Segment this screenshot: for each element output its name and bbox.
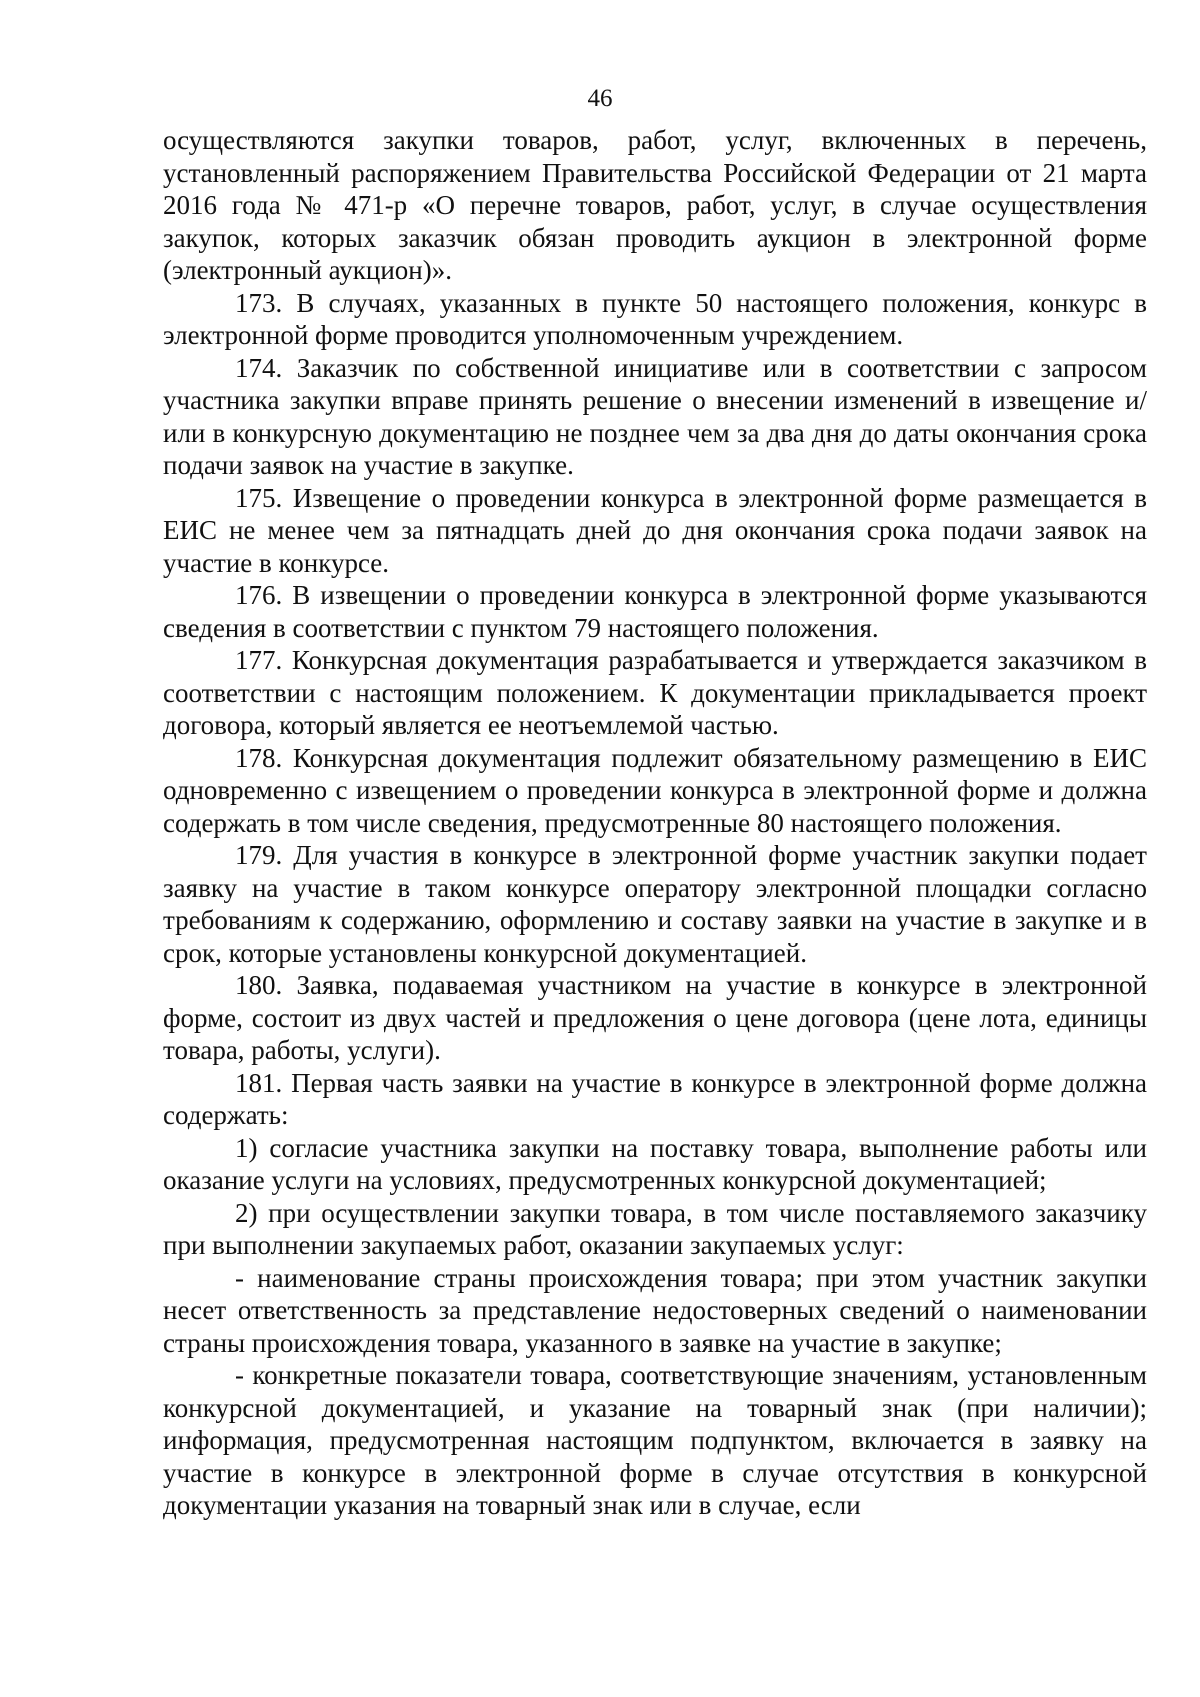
paragraph-180: 180. Заявка, подаваемая участником на участие в конкурсе в электронной форме, состоит из двух частей и предложения о цене договора (цене лота, единицы товара, работы, услуги). [163, 970, 1147, 1065]
paragraph-179: 179. Для участия в конкурсе в электронной форме участник закупки подает заявку на участие в таком конкурсе оператору электронной площадки согласно требованиям к содержанию, оформлению и составу заявки на участие в закупке и в срок, которые установлены конкурсной документацией. [163, 840, 1147, 968]
dash-item-product-characteristics: - конкретные показатели товара, соответствующие значениям, установленным конкурсной документацией, и указание на товарный знак (при наличии); информация, предусмотренная настоящим подпунктом, включается в заявку на участие в конкурсе в электронной форме в случае отсутствия в конкурсной документации указания на товарный знак или в случае, если [163, 1360, 1147, 1520]
paragraph-177: 177. Конкурсная документация разрабатывается и утверждается заказчиком в соответствии с настоящим положением. К документации прикладывается проект договора, который является ее неотъемлемой частью. [163, 645, 1147, 740]
paragraph-181: 181. Первая часть заявки на участие в конкурсе в электронной форме должна содержать: [163, 1067, 1147, 1130]
subitem-1: 1) согласие участника закупки на поставку товара, выполнение работы или оказание услуги на условиях, предусмотренных конкурсной документацией; [163, 1132, 1147, 1195]
dash-item-country-of-origin: - наименование страны происхождения товара; при этом участник закупки несет ответственность за представление недостоверных сведений о наименовании страны происхождения товара, указанного в заявке на участие в закупке; [163, 1262, 1147, 1358]
paragraph-175: 175. Извещение о проведении конкурса в электронной форме размещается в ЕИС не менее чем за пятнадцать дней до дня окончания срока подачи заявок на участие в конкурсе. [163, 482, 1147, 578]
page-number: 46 [587, 85, 613, 112]
paragraph-173: 173. В случаях, указанных в пункте 50 настоящего положения, конкурс в электронной форме проводится уполномоченным учреждением. [163, 287, 1147, 350]
paragraph-178: 178. Конкурсная документация подлежит обязательному размещению в ЕИС одновременно с извещением о проведении конкурса в электронной форме и должна содержать в том числе сведения, предусмотренные 80 настоящего положения. [163, 742, 1147, 838]
paragraph-174: 174. Заказчик по собственной инициативе или в соответствии с запросом участника закупки вправе принять решение о внесении изменений в извещение и/или в конкурсную документацию не позднее чем за два дня до даты окончания срока подачи заявок на участие в закупке. [163, 352, 1147, 480]
paragraph-continuation: осуществляются закупки товаров, работ, услуг, включенных в перечень, установленный распоряжением Правительства Российской Федерации от 21 марта 2016 года № 471-р «О перечне товаров, работ, услуг, в случае осуществления закупок, которых заказчик обязан проводить аукцион в электронной форме (электронный аукцион)». [163, 125, 1147, 285]
paragraph-176: 176. В извещении о проведении конкурса в электронной форме указываются сведения в соответствии с пунктом 79 настоящего положения. [163, 580, 1147, 643]
document-body [163, 124, 1147, 1522]
subitem-2: 2) при осуществлении закупки товара, в том числе поставляемого заказчику при выполнении закупаемых работ, оказании закупаемых услуг: [163, 1197, 1147, 1260]
